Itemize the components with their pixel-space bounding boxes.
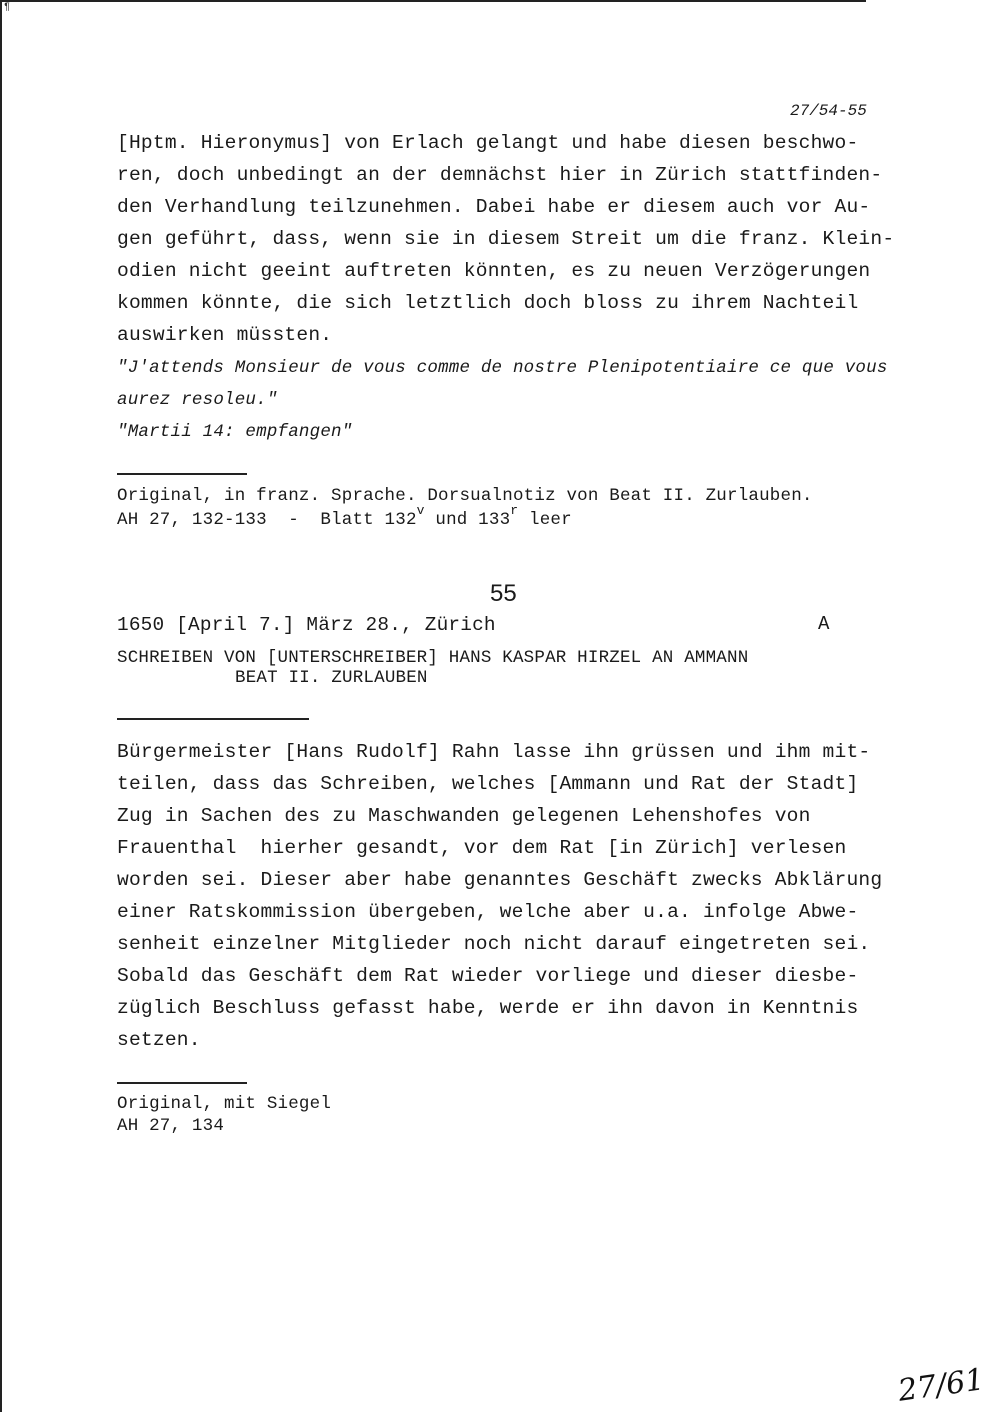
paragraph1-line: kommen könnte, die sich letztlich doch bloss zu ihrem Nachteil [117, 292, 859, 314]
source-note-line: Original, in franz. Sprache. Dorsualnotiz von Beat II. Zurlauben. [117, 486, 813, 506]
paragraph2-line: teilen, dass das Schreiben, welches [Ammann und Rat der Stadt] [117, 773, 859, 795]
paragraph2-line: Zug in Sachen des zu Maschwanden gelegenen Lehenshofes von [117, 805, 811, 827]
paragraph1-line: gen geführt, dass, wenn sie in diesem Streit um die franz. Klein- [117, 228, 895, 250]
french-quote-line: aurez resoleu." [117, 390, 278, 410]
handwritten-folio-number: 27/61 [895, 1362, 987, 1409]
french-quote-line: "J'attends Monsieur de vous comme de nostre Plenipotentiaire ce que vous [117, 358, 888, 378]
paragraph2-line: Bürgermeister [Hans Rudolf] Rahn lasse ihn grüssen und ihm mit- [117, 741, 871, 763]
source-note-part: AH 27, 132-133 - Blatt 132 [117, 510, 417, 530]
received-note: "Martii 14: empfangen" [117, 422, 353, 442]
source-note-line: Original, mit Siegel [117, 1094, 332, 1114]
paragraph2-line: einer Ratskommission übergeben, welche aber u.a. infolge Abwe- [117, 901, 859, 923]
paragraph2-line: Sobald das Geschäft dem Rat wieder vorliege und dieser diesbe- [117, 965, 859, 987]
entry-number: 55 [490, 580, 517, 607]
source-note-part: und 133 [424, 510, 511, 530]
section-divider [117, 1082, 247, 1084]
paragraph2-line: senheit einzelner Mitglieder noch nicht darauf eingetreten sei. [117, 933, 871, 955]
section-divider [117, 473, 247, 475]
superscript-recto: r [510, 503, 519, 518]
superscript-verso: v [416, 503, 425, 518]
paragraph1-line: den Verhandlung teilzunehmen. Dabei habe er diesem auch vor Au- [117, 196, 871, 218]
source-note-part: leer [518, 510, 572, 530]
paragraph1-line: [Hptm. Hieronymus] von Erlach gelangt und habe diesen beschwo- [117, 132, 859, 154]
paragraph1-line: auswirken müssten. [117, 324, 333, 346]
paragraph2-line: züglich Beschluss gefasst habe, werde er ihn davon in Kenntnis [117, 997, 859, 1019]
paragraph1-line: ren, doch unbedingt an der demnächst hier in Zürich stattfinden- [117, 164, 883, 186]
page-reference: 27/54-55 [790, 102, 867, 120]
section-divider [117, 718, 309, 720]
paragraph1-line: odien nicht geeint auftreten könnten, es zu neuen Verzögerungen [117, 260, 871, 282]
source-note-line: AH 27, 134 [117, 1116, 225, 1136]
paragraph2-line: worden sei. Dieser aber habe genanntes Geschäft zwecks Abklärung [117, 869, 883, 891]
scan-border-top [0, 0, 866, 2]
entry-title-line: SCHREIBEN VON [UNTERSCHREIBER] HANS KASPAR HIRZEL AN AMMANN [117, 648, 749, 668]
paragraph2-line: setzen. [117, 1029, 201, 1051]
entry-title-line: BEAT II. ZURLAUBEN [235, 668, 428, 688]
scan-border-left [0, 0, 2, 1412]
corner-mark: ¶ [4, 2, 11, 13]
entry-mark: A [818, 613, 830, 635]
entry-date-place: 1650 [April 7.] März 28., Zürich [117, 614, 496, 636]
paragraph2-line: Frauenthal hierher gesandt, vor dem Rat [in Zürich] verlesen [117, 837, 847, 859]
source-note-line [117, 503, 572, 530]
